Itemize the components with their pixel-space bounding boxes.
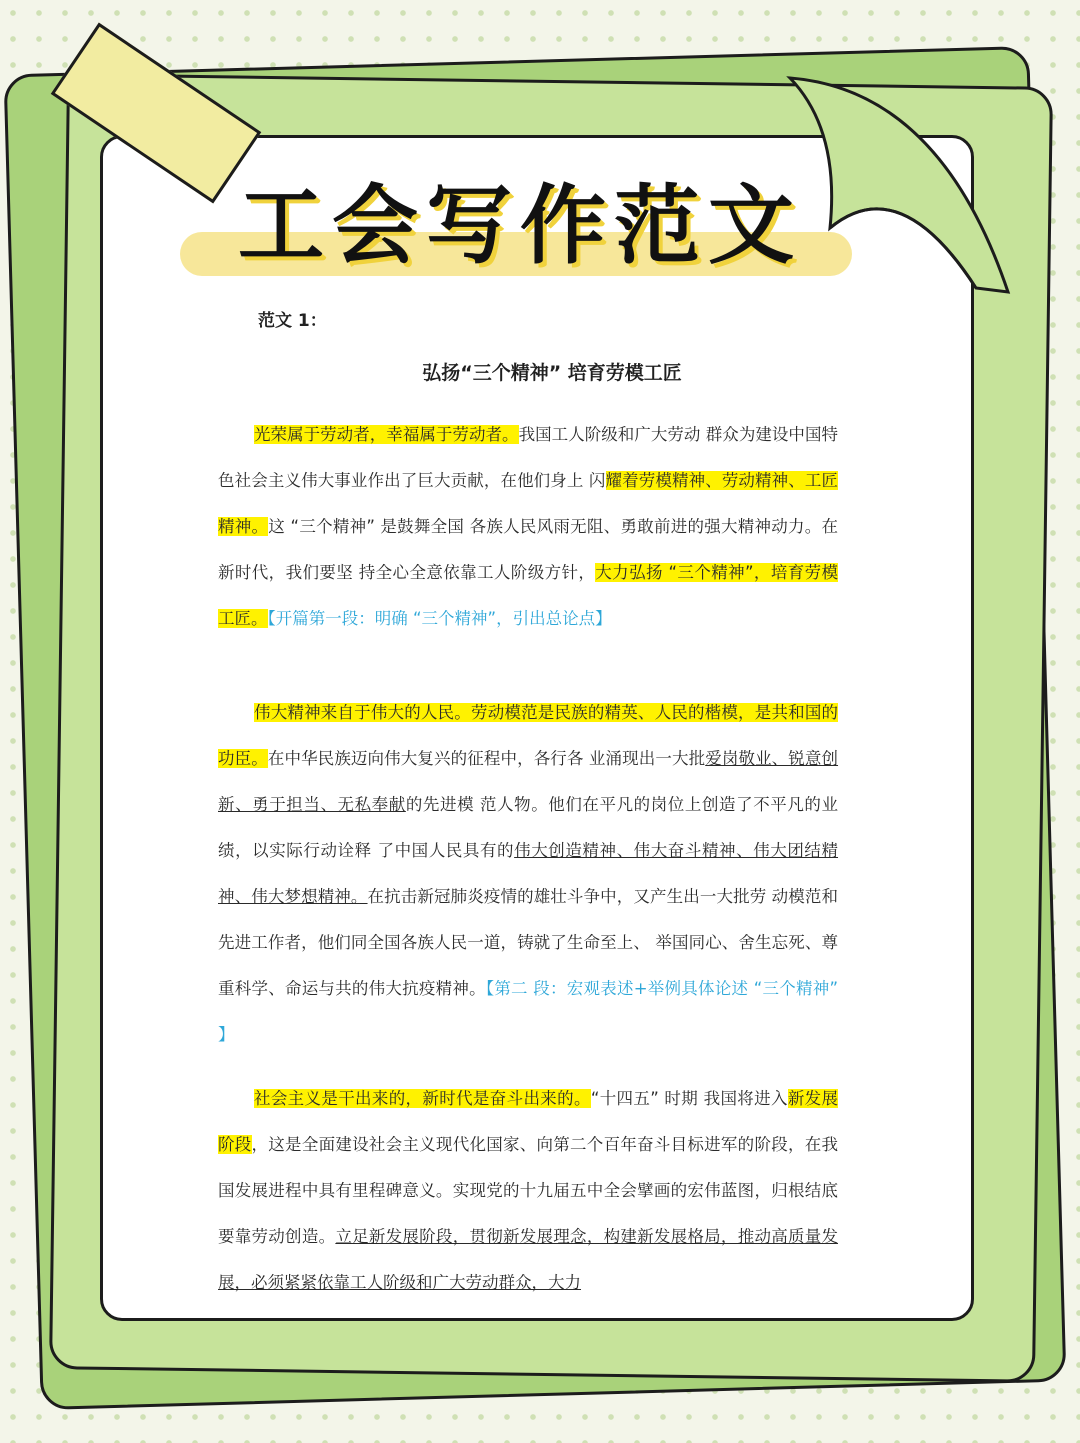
body-text: “十四五” 时期 我国将进入 <box>590 1089 788 1108</box>
essay-heading: 弘扬“三个精神” 培育劳模工匠 <box>422 362 682 384</box>
annotation-note: 【第二 段：宏观表述+举例具体论述 “三个精神” 】 <box>218 979 838 1044</box>
highlight-text: 新发展阶段 <box>218 1089 839 1154</box>
highlight-text: 劳动模范是民族的精英、人民的楷模，是共和国的功臣。 <box>218 703 839 768</box>
body-text: 的先进模 范人物。他们在平凡的岗位上创造了不平凡的业绩，以实际行动诠释 了中国人民具有的 <box>218 795 838 860</box>
body-text: ，这是全面建设社会主义现代化国家、向第二个百年奋斗目标进军的阶段，在我国发展进程中具有里程碑意义。实现党的十九届五中全会擘画的宏伟蓝图，归根结底要靠劳动创造。 <box>218 1135 839 1246</box>
body-text: 这 “三个精神” 是鼓舞全国 各族人民风雨无阻、勇敢前进的强大精神动力。在新时代，我们要坚 持全心全意依靠工人阶级方针， <box>218 517 838 582</box>
essay-label: 范文 1： <box>258 311 327 331</box>
underlined-text: 伟大创造精神、伟大奋斗精神、伟大团结精神、伟大梦想精神。 <box>218 841 839 906</box>
highlight-text: 大力弘扬 “三个精神”，培育劳模工匠。 <box>218 563 839 628</box>
paragraph-1 <box>218 412 838 642</box>
underlined-text: 爱岗敬业、锐意创新、勇于担当、无私奉献 <box>218 749 839 814</box>
page-title: 工会写作范文 <box>238 176 802 276</box>
annotation-note: 【开篇第一段：明确 “三个精神”，引出总论点】 <box>267 609 612 628</box>
paragraph-2 <box>218 690 838 1058</box>
title-banner <box>180 150 860 290</box>
highlight-text: 社会主义是干出来的，新时代是奋斗出来的。 <box>254 1089 591 1108</box>
highlight-text: 伟大精神来自于伟大的人民。 <box>254 703 471 722</box>
highlight-text: 光荣属于劳动者，幸福属于劳动者。 <box>254 425 519 444</box>
body-text: 在抗击新冠肺炎疫情的雄壮斗争中，又产生出一大批劳 动模范和先进工作者，他们同全国各族人民一道，铸就了生命至上、 举国同心、舍生忘死、尊重科学、命运与共的伟大抗疫精神。 <box>218 887 839 998</box>
underlined-text: 立足新发展阶段，贯彻新发展理念，构建新发展格局，推动高质量发展，必须紧紧依靠工人阶级和广大劳动群众，大力 <box>218 1227 839 1292</box>
body-text: 我国工人阶级和广大劳动 群众为建设中国特色社会主义伟大事业作出了巨大贡献，在他们身上 闪 <box>218 425 839 490</box>
body-text: 在中华民族迈向伟大复兴的征程中，各行各 业涌现出一大批 <box>267 749 706 768</box>
highlight-text: 耀着劳模精神、劳动精神、工匠精神。 <box>218 471 839 536</box>
paragraph-3 <box>218 1076 838 1306</box>
